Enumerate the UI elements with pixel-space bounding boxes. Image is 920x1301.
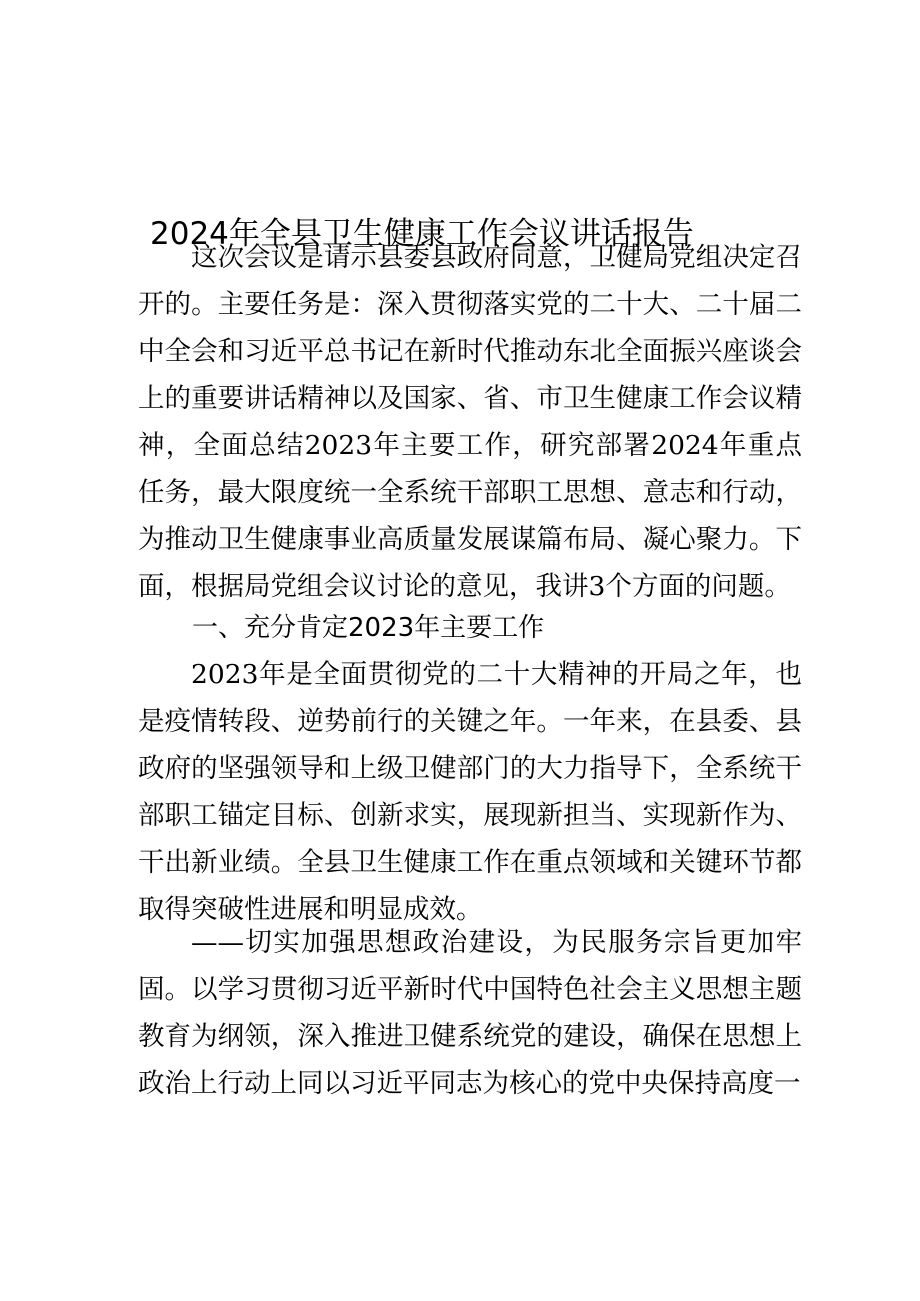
intro-paragraph: 这次会议是请示县委县政府同意，卫健局党组决定召开的。主要任务是：深入贯彻落实党的二十大、二十届二中全会和习近平总书记在新时代推动东北全面振兴座谈会上的重要讲话精神以及国家、省、市卫生健康工作会议精神，全面总结2023年主要工作，研究部署2024年重点任务，最大限度统一全系统干部职工思想、意志和行动，为推动卫生健康事业高质量发展谋篇布局、凝心聚力。下面，根据局党组会议讨论的意见，我讲3个方面的问题。 [138,242,802,602]
section-heading: 一、充分肯定2023年主要工作 [192,613,545,643]
body-paragraph: ——切实加强思想政治建设，为民服务宗旨更加牢固。以学习贯彻习近平新时代中国特色社会主义思想主题教育为纲领，深入推进卫健系统党的建设，确保在思想上政治上行动上同以习近平同志为核心的党中央保持高度一 [138,927,802,1099]
body-paragraph: 2023年是全面贯彻党的二十大精神的开局之年，也是疫情转段、逆势前行的关键之年。一年来，在县委、县政府的坚强领导和上级卫健部门的大力指导下，全系统干部职工锚定目标、创新求实，展现新担当、实现新作为、干出新业绩。全县卫生健康工作在重点领域和关键环节都取得突破性进展和明显成效。 [138,659,802,925]
document-title: 2024年全县卫生健康工作会议讲话报告 [150,216,694,252]
